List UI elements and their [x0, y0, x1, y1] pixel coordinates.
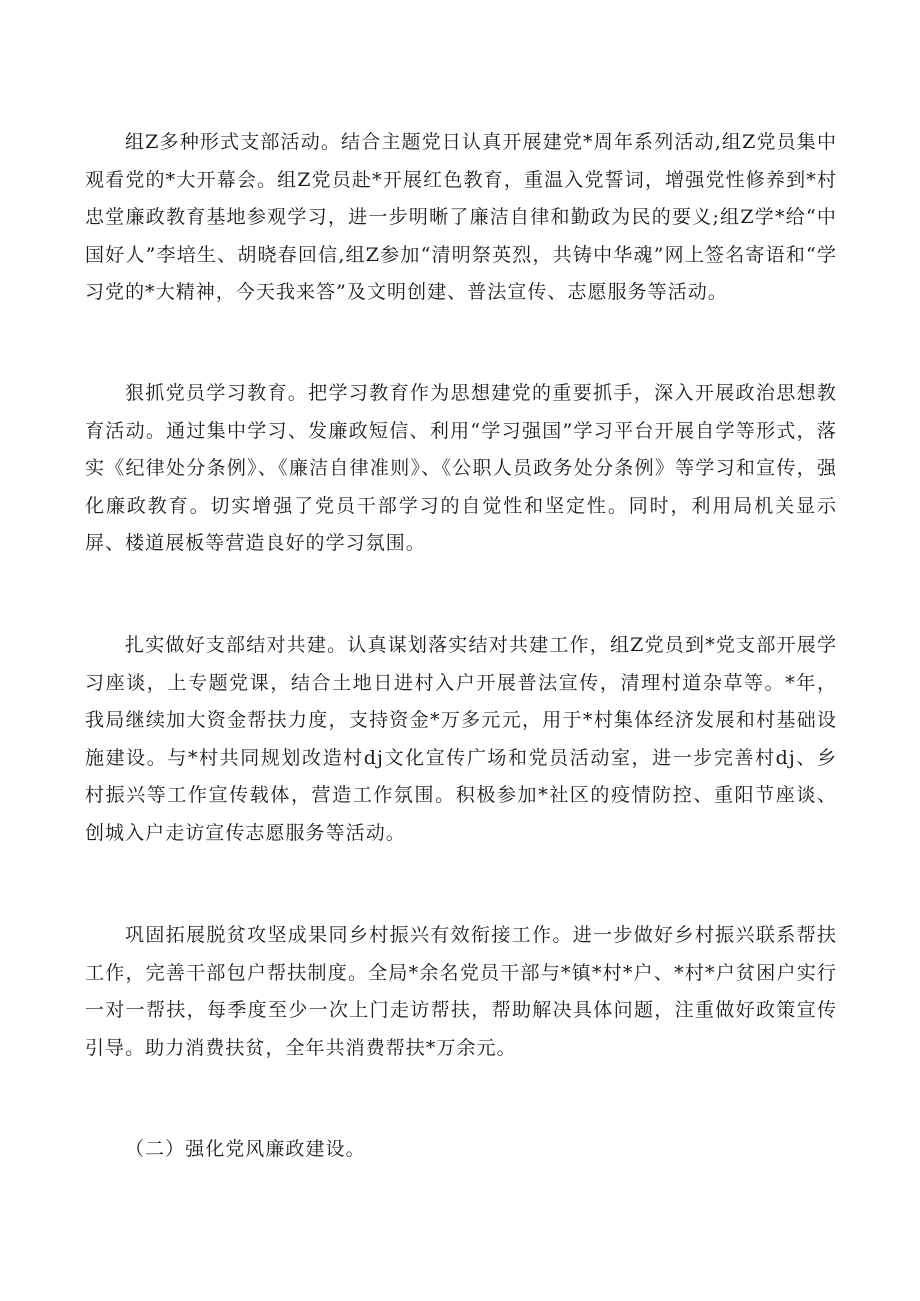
section-subheading: （二）强化党风廉政建设。 [125, 1138, 366, 1160]
paragraph-paired-construction: 扎实做好支部结对共建。认真谋划落实结对共建工作，组Z党员到*党支部开展学习座谈，上专题党课，结合土地日进村入户开展普法宣传，清理村道杂草等。*年，我局继续加大资金帮扶力度，支持资金*万多元元，用于*村集体经济发展和村基础设施建设。与*村共同规划改造村dj文化宣传广场和党员活动室，进一步完善村dj、乡村振兴等工作宣传载体，营造工作氛围。积极参加*社区的疫情防控、重阳节座谈、创城入户走访宣传志愿服务等活动。 [85, 634, 837, 844]
paragraph-branch-activities: 组Z多种形式支部活动。结合主题党日认真开展建党*周年系列活动,组Z党员集中观看党的*大开幕会。组Z党员赴*开展红色教育，重温入党誓词，增强党性修养到*村忠堂廉政教育基地参观学习，进一步明晰了廉洁自律和勤政为民的要义;组Z学*给“中国好人”李培生、胡晓春回信,组Z参加“清明祭英烈，共铸中华魂”网上签名寄语和“学习党的*大精神，今天我来答”及文明创建、普法宣传、志愿服务等活动。 [85, 131, 837, 303]
paragraph-party-study: 狠抓党员学习教育。把学习教育作为思想建党的重要抓手，深入开展政治思想教育活动。通过集中学习、发廉政短信、利用“学习强国”学习平台开展自学等形式，落实《纪律处分条例》、《廉洁自律准则》、《公职人员政务处分条例》等学习和宣传，强化廉政教育。切实增强了党员干部学习的自觉性和坚定性。同时，利用局机关显示屏、楼道展板等营造良好的学习氛围。 [85, 382, 837, 554]
paragraph-rural-revitalization: 巩固拓展脱贫攻坚成果同乡村振兴有效衔接工作。进一步做好乡村振兴联系帮扶工作，完善干部包户帮扶制度。全局*余名党员干部与*镇*村*户、*村*户贫困户实行一对一帮扶，每季度至少一次上门走访帮扶，帮助解决具体问题，注重做好政策宣传引导。助力消费扶贫，全年共消费帮扶*万余元。 [85, 924, 837, 1059]
